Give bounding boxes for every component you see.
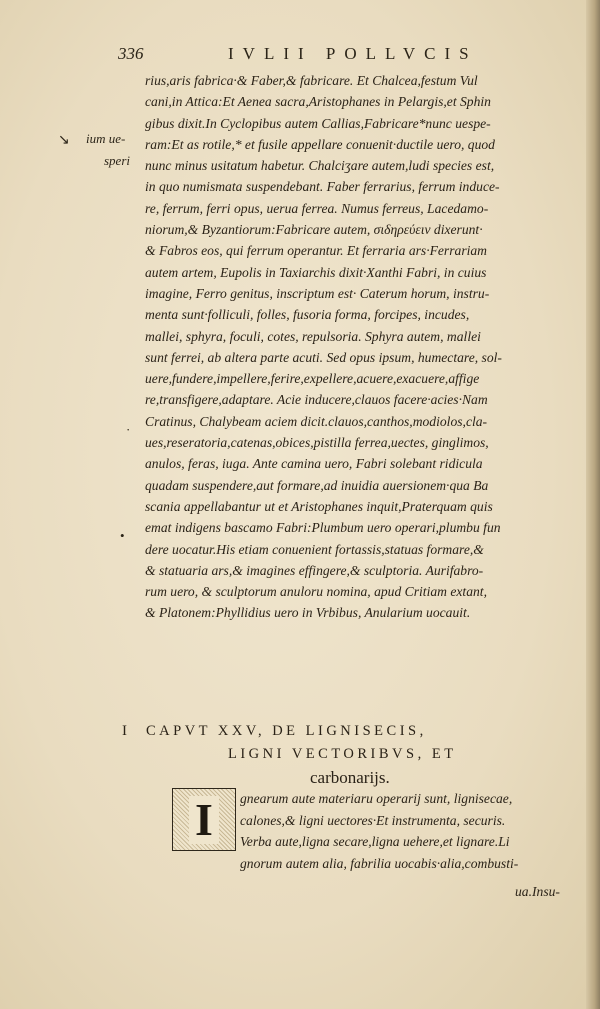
text-line: uere,fundere,impellere,ferire,expellere,acuere,exacuere,affige (145, 371, 480, 387)
catchword: ua.Insu- (515, 884, 560, 899)
chapter-number: I (122, 723, 127, 739)
page-header (118, 42, 578, 70)
text-line: rius,aris fabrica·& Faber,& fabricare. Et Chalcea,festum Vul (145, 73, 478, 88)
text-line: nunc minus usitatum habetur. Chalciʒare autem,ludi species est, (145, 158, 495, 174)
text-line: quadam suspendere,aut formare,ad inuidia auersionem·qua Ba (145, 477, 489, 493)
text-line: & Fabros eos, qui ferrum operantur. Et ferraria ars·Ferrariam (145, 243, 487, 259)
text-line: ues,reseratoria,catenas,obices,pistilla ferrea,uectes, ginglimos, (145, 435, 489, 451)
text-line: anulos, feras, iuga. Ante camina uero, Fabri solebant ridicula (145, 456, 483, 472)
text-line: Cratinus, Chalybeam aciem dicit.clauos,canthos,modiolos,cla- (145, 413, 488, 429)
text-line: cani,in Attica:Et Aenea sacra,Aristophanes in Pelargis,et Sphin (145, 94, 491, 110)
initial-letter: I (189, 796, 219, 844)
page-gutter (586, 0, 600, 1009)
body-text (145, 70, 575, 624)
text-line: re,transfigere,adaptare. Acie inducere,clauos facere·acies·Nam (145, 392, 488, 408)
text-line: gnorum autem alia, fabrilia uocabis·alia,combusti- (240, 855, 519, 871)
chapter-title-line-1: CAPVT XXV, DE LIGNISECIS, (146, 723, 427, 739)
text-line: re, ferrum, ferri opus, uerua ferrea. Numus ferreus, Lacedamo- (145, 200, 489, 216)
text-line: sunt ferrei, ab altera parte acuti. Sed opus ipsum, humectare, sol- (145, 349, 502, 365)
text-line: imagine, Ferro genitus, inscriptum est· Caterum horum, instru- (145, 285, 490, 301)
text-line: & statuaria ars,& imagines effingere,& sculptoria. Aurifabro- (145, 562, 484, 578)
chapter-text (240, 788, 585, 874)
text-line: mallei, sphyra, foculi, cotes, repulsoria. Sphyra autem, mallei (145, 328, 481, 344)
margin-bullet: • (120, 528, 125, 543)
text-line: niorum,& Byzantiorum:Fabricare autem, σιδηρεύειν dixerunt· (145, 222, 483, 238)
running-title: IVLII POLLVCIS (228, 44, 478, 63)
text-line: & Platonem:Phyllidius uero in Vrbibus, Anularium uocauit. (145, 605, 471, 621)
margin-pointer-icon: ↘ (58, 133, 70, 148)
text-line: dere uocatur.His etiam conuenient fortassis,statuas formare,& (145, 541, 484, 557)
margin-note-ium: ium ue- (86, 131, 126, 146)
text-line: scania appellabantur ut et Aristophanes inquit,Praterquam quis (145, 498, 493, 514)
text-line: menta sunt·folliculi, folles, fusoria forma, forcipes, incudes, (145, 307, 470, 323)
chapter-title-line-3: carbonarijs. (310, 768, 390, 787)
page-number: 336 (118, 44, 144, 63)
text-line: autem artem, Eupolis in Taxiarchis dixit·Xanthi Fabri, in cuius (145, 264, 487, 280)
text-line: emat indigens bascamo Fabri:Plumbum uero operari,plumbu fun (145, 520, 501, 536)
margin-note-speri: speri (104, 153, 130, 168)
decorated-initial (172, 788, 236, 851)
text-line: rum uero, & sculptorum anuloru nomina, apud Critiam extant, (145, 584, 487, 600)
text-line: Verba aute,ligna secare,ligna uehere,et lignare.Li (240, 834, 510, 849)
text-line: calones,& ligni uectores·Et instrumenta, securis. (240, 812, 506, 828)
margin-mark: · (126, 422, 131, 437)
chapter-title-line-2: LIGNI VECTORIBVS, ET (228, 746, 457, 762)
text-line: gnearum aute materiaru operarij sunt, lignisecae, (240, 791, 513, 806)
text-line: ram:Et as rotile,* et fusile appellare conuenit·ductile uero, quod (145, 136, 495, 152)
text-line: gibus dixit.In Cyclopibus autem Callias,Fabricare*nunc uespe- (145, 115, 491, 131)
text-line: in quo numismata suspendebant. Faber ferrarius, ferrum induce- (145, 179, 500, 195)
